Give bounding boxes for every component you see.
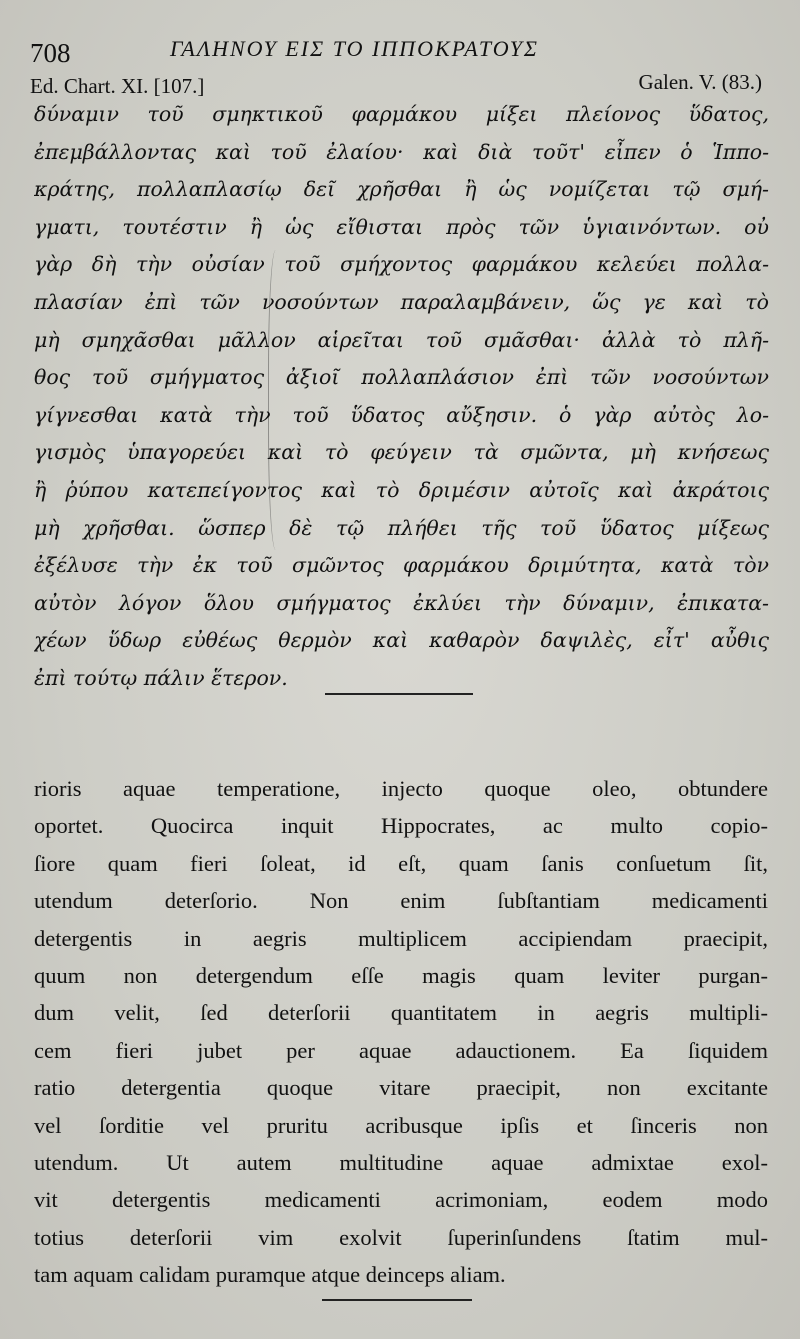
greek-line: αὐτὸν λόγον ὅλου σμήγματος ἐκλύει τὴν δύναμιν, ἐπικατα- — [34, 590, 769, 615]
latin-text-block — [34, 770, 768, 1293]
page-number: 708 — [30, 38, 71, 68]
latin-line: dum velit, ſed deterſorii quantitatem in aegris multipli- — [34, 1000, 768, 1026]
latin-line: vit detergentis medicamenti acrimoniam, eodem modo — [34, 1187, 768, 1213]
greek-line: δύναμιν τοῦ σμηκτικοῦ φαρμάκου μίξει πλείονος ὕδατος, — [34, 102, 769, 126]
latin-line: oportet. Quocirca inquit Hippocrates, ac multo copio- — [34, 813, 768, 839]
greek-line: ἐξέλυσε τὴν ἐκ τοῦ σμῶντος φαρμάκου δριμύτητα, κατὰ τὸν — [34, 553, 769, 578]
latin-line: detergentis in aegris multiplicem accipiendam praecipit, — [34, 925, 768, 951]
greek-line: γματι, τουτέστιν ἢ ὡς εἴθισται πρὸς τῶν ὑγιαινόντων. οὐ — [34, 214, 769, 239]
greek-line: μὴ σμηχᾶσθαι μᾶλλον αἱρεῖται τοῦ σμᾶσθαι· ἀλλὰ τὸ πλῆ- — [34, 327, 769, 352]
latin-line: totius deterſorii vim exolvit ſuperinſundens ſtatim mul- — [34, 1224, 768, 1250]
latin-line: utendum deterſorio. Non enim ſubſtantiam medicamenti — [34, 888, 768, 914]
greek-line: πλασίαν ἐπὶ τῶν νοσούντων παραλαμβάνειν, ὥς γε καὶ τὸ — [34, 289, 769, 314]
latin-line: tam aquam calidam puramque atque deinceps aliam. — [34, 1262, 506, 1288]
greek-line: ἢ ῥύπου κατεπείγοντος καὶ τὸ δριμέσιν αὐτοῖς καὶ ἀκράτοις — [34, 477, 769, 502]
latin-line: ratio detergentia quoque vitare praecipit, non excitante — [34, 1075, 768, 1101]
greek-line: θος τοῦ σμήγματος ἀξιοῖ πολλαπλάσιον ἐπὶ τῶν νοσούντων — [34, 365, 769, 390]
latin-line: utendum. Ut autem multitudine aquae admixtae exol- — [34, 1149, 768, 1175]
latin-line: ſiore quam fieri ſoleat, id eſt, quam ſanis conſuetum ſit, — [34, 850, 768, 876]
latin-line: quum non detergendum eſſe magis quam leviter purgan- — [34, 962, 768, 988]
greek-line: γίγνεσθαι κατὰ τὴν τοῦ ὕδατος αὔξησιν. ὁ γὰρ αὐτὸς λο- — [34, 402, 769, 427]
section-divider — [322, 1299, 472, 1301]
greek-text-block — [34, 96, 769, 698]
greek-line: ἐπὶ τούτῳ πάλιν ἕτερον. — [34, 665, 288, 690]
greek-line: γὰρ δὴ τὴν οὐσίαν τοῦ σμήχοντος φαρμάκου κελεύει πολλα- — [34, 252, 769, 277]
greek-line: ἐπεμβάλλοντας καὶ τοῦ ἐλαίου· καὶ διὰ τοῦτ' εἶπεν ὁ Ἱππο- — [34, 139, 769, 164]
greek-line: κράτης, πολλαπλασίῳ δεῖ χρῆσθαι ἢ ὡς νομίζεται τῷ σμή- — [34, 177, 769, 202]
greek-line: μὴ χρῆσθαι. ὥσπερ δὲ τῷ πλήθει τῆς τοῦ ὕδατος μίξεως — [34, 515, 769, 540]
edition-reference: Ed. Chart. XI. [107.] — [30, 74, 205, 98]
running-title: ΓΑΛΗΝΟΥ ΕΙΣ ΤΟ ΙΠΠΟΚΡΑΤΟΥΣ — [170, 36, 540, 61]
greek-line: χέων ὕδωρ εὐθέως θερμὸν καὶ καθαρὸν δαψιλὲς, εἶτ' αὖθις — [34, 628, 769, 653]
greek-line: γισμὸς ὑπαγορεύει καὶ τὸ φεύγειν τὰ σμῶντα, μὴ κνήσεως — [34, 440, 769, 465]
latin-line: vel ſorditie vel pruritu acribusque ipſis et ſinceris non — [34, 1112, 768, 1138]
section-divider — [325, 693, 473, 695]
galen-reference: Galen. V. (83.) — [638, 70, 762, 94]
latin-line: cem fieri jubet per aquae adauctionem. Ea ſiquidem — [34, 1037, 768, 1063]
latin-line: rioris aquae temperatione, injecto quoque oleo, obtundere — [34, 776, 768, 801]
